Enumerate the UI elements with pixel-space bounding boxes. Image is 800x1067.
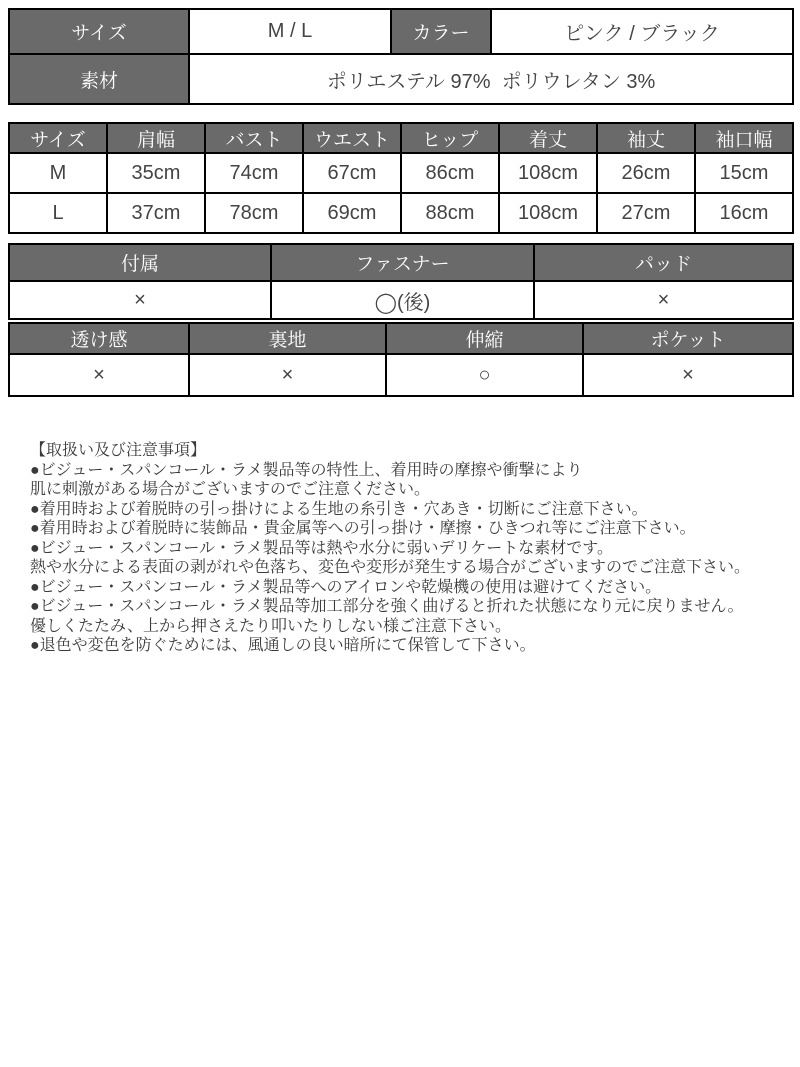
notes-line: ●ビジュー・スパンコール・ラメ製品等は熱や水分に弱いデリケートな素材です。 <box>30 539 613 557</box>
notes-line: 熱や水分による表面の剥がれや色落ち、変色や変形が発生する場合がございますのでご注意下さい。 <box>30 559 751 576</box>
l-hip: 88cm <box>401 193 499 233</box>
measurements-row-m <box>9 153 793 193</box>
pocket-value: × <box>583 354 793 396</box>
col-cuff-width: 袖口幅 <box>695 123 793 153</box>
l-waist: 69cm <box>303 193 401 233</box>
size-label: サイズ <box>9 9 189 54</box>
notes-line: ●着用時および着脱時の引っ掛けによる生地の糸引き・穴あき・切断にご注意下さい。 <box>30 500 648 518</box>
material-label: 素材 <box>9 54 189 104</box>
accessory-value: × <box>9 281 271 319</box>
m-cuff: 15cm <box>695 153 793 193</box>
notes-line: ●着用時および着脱時に装飾品・貴金属等への引っ掛け・摩擦・ひきつれ等にご注意下さい。 <box>30 520 696 537</box>
lining-label: 裏地 <box>189 323 386 354</box>
measurements-header-row <box>9 123 793 153</box>
col-waist: ウエスト <box>303 123 401 153</box>
notes-line: ●ビジュー・スパンコール・ラメ製品等へのアイロンや乾燥機の使用は避けてください。 <box>30 578 662 596</box>
material-value: ポリエステル 97% ポリウレタン 3% <box>189 54 793 104</box>
col-size: サイズ <box>9 123 107 153</box>
stretch-label: 伸縮 <box>386 323 583 354</box>
accessory-label: 付属 <box>9 244 271 281</box>
size-m: M <box>9 153 107 193</box>
care-notes <box>30 441 780 656</box>
col-hip: ヒップ <box>401 123 499 153</box>
m-hip: 86cm <box>401 153 499 193</box>
l-sleeve: 27cm <box>597 193 695 233</box>
fastener-value: ◯(後) <box>271 281 534 319</box>
measurements-table <box>8 122 794 234</box>
l-length: 108cm <box>499 193 597 233</box>
m-bust: 74cm <box>205 153 303 193</box>
sheerness-label: 透け感 <box>9 323 189 354</box>
col-sleeve-length: 袖丈 <box>597 123 695 153</box>
color-label: カラー <box>391 9 491 54</box>
sheerness-value: × <box>9 354 189 396</box>
pad-value: × <box>534 281 793 319</box>
pad-label: パッド <box>534 244 793 281</box>
features-table-b <box>8 322 794 397</box>
size-value: M / L <box>189 9 391 54</box>
stretch-value: ○ <box>386 354 583 396</box>
features-table-a <box>8 243 794 320</box>
lining-value: × <box>189 354 386 396</box>
l-shoulder: 37cm <box>107 193 205 233</box>
l-bust: 78cm <box>205 193 303 233</box>
notes-line: ●ビジュー・スパンコール・ラメ製品等の特性上、着用時の摩擦や衝撃により <box>30 461 583 479</box>
size-l: L <box>9 193 107 233</box>
l-cuff: 16cm <box>695 193 793 233</box>
col-shoulder-width: 肩幅 <box>107 123 205 153</box>
notes-line: 肌に刺激がある場合がございますのでご注意ください。 <box>30 481 431 498</box>
pocket-label: ポケット <box>583 323 793 354</box>
size-color-material-table <box>8 8 794 105</box>
col-bust: バスト <box>205 123 303 153</box>
measurements-row-l <box>9 193 793 233</box>
m-length: 108cm <box>499 153 597 193</box>
notes-line: ●退色や変色を防ぐためには、風通しの良い暗所にて保管して下さい。 <box>30 637 536 654</box>
notes-title: 【取扱い及び注意事項】 <box>30 442 207 459</box>
m-shoulder: 35cm <box>107 153 205 193</box>
color-value: ピンク / ブラック <box>491 9 793 54</box>
m-waist: 67cm <box>303 153 401 193</box>
m-sleeve: 26cm <box>597 153 695 193</box>
notes-line: 優しくたたみ、上から押さえたり叩いたりしない様ご注意下さい。 <box>30 617 511 635</box>
col-length: 着丈 <box>499 123 597 153</box>
fastener-label: ファスナー <box>271 244 534 281</box>
notes-line: ●ビジュー・スパンコール・ラメ製品等加工部分を強く曲げると折れた状態になり元に戻りません。 <box>30 598 744 615</box>
